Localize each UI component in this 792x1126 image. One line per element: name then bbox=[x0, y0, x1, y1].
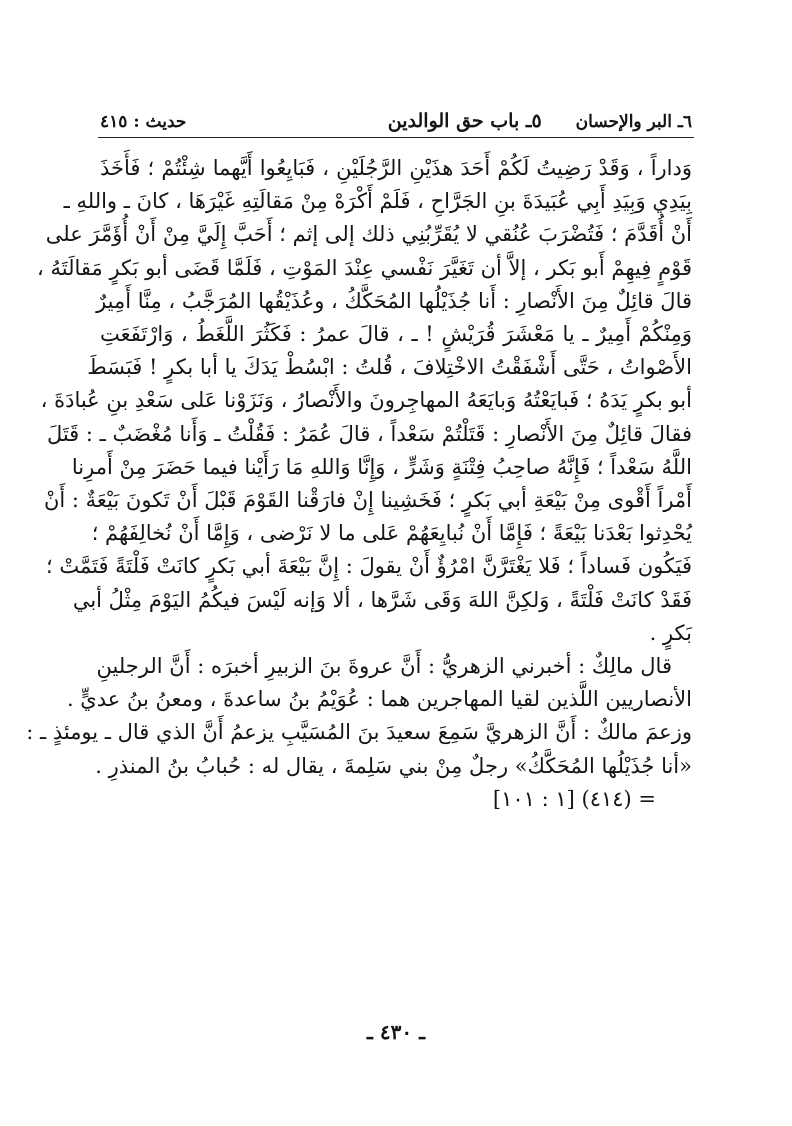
hadith-number: حديث : ٤١٥ bbox=[100, 112, 187, 132]
text-line: يُحْدِثوا بَعْدَنا بَيْعَةً ؛ فَإِمَّا أَنْ نُبايِعَهُمْ عَلى ما لا نَرْضى ، وَإِمَّا أَنْ نُخالِفَهُمْ ؛ bbox=[91, 521, 692, 546]
text-line: فَقَدْ كانَتْ فَلْتَةً ، وَلكِنَّ اللهَ وَقَى شَرَّها ، ألا وَإنه لَيْسَ فيكُمُ اليَوْمَ مِثْلُ أبي bbox=[72, 587, 692, 612]
text-line: الأنصاريين اللَّذين لقيا المهاجرين هما : عُوَيْمُ بنُ ساعدةَ ، ومعنُ بنُ عديٍّ . bbox=[66, 687, 692, 712]
text-line: بَكرٍ . bbox=[649, 620, 692, 645]
text-line: فَيَكُون فَساداً ؛ فَلا يَغْتَرَّنَّ امْرُؤٌ أَنْ يقولَ : إِنَّ بَيْعَةَ أبي بَكرٍ كانَتْ فَلْتَةً فَتَمَّتْ ؛ bbox=[46, 554, 692, 579]
text-line: وزعمَ مالكٌ : أَنَّ الزهريَّ سَمِعَ سعيدَ بنَ المُسَيَّبِ يزعمُ أَنَّ الذي قال ـ يومئذٍ ـ : bbox=[26, 720, 692, 745]
header-rule bbox=[98, 137, 694, 138]
paragraph-narration bbox=[37, 152, 692, 650]
text-line: قال مالِكٌ : أخبرني الزهريُّ : أَنَّ عروةَ بنَ الزبيرِ أخبرَه : أَنَّ الرجلينِ bbox=[96, 654, 672, 679]
text-line: أَنْ أُقَدَّمَ ؛ فَتُضْرَبَ عُنُقي لا يُقَرِّبُنِي ذلك إلى إثم ؛ أَحَبَّ إِلَيَّ مِنْ أَنْ أُؤَمَّرَ على bbox=[45, 222, 692, 247]
chapter-title: ٦ـ البر والإحسان bbox=[575, 112, 692, 132]
text-line: أبو بكرٍ يَدَهُ ؛ فَبايَعْتُهُ وَبايَعَهُ المهاجِرونَ والأَنْصارُ ، وَنَزَوْنا عَلى سَعْدِ بنِ عُبادَةَ ، bbox=[40, 388, 692, 413]
running-header bbox=[100, 98, 692, 132]
text-line: «أنا جُذَيْلُها المُحَكَّكُ» رجلٌ مِنْ بني سَلِمةَ ، يقال له : حُبابُ بنُ المنذرِ . bbox=[95, 753, 692, 778]
text-line: اللَّهُ سَعْداً ؛ فَإِنَّهُ صاحِبُ فِتْنَةٍ وَشَرٍّ ، وَإِنَّا وَاللهِ مَا رَأَيْنا فيما حَضَرَ مِنْ أَمرِنا bbox=[71, 454, 692, 479]
text-line: وَمِنْكُمْ أَمِيرٌ ـ يا مَعْشَرَ قُرَيْشٍ ! ـ ، قالَ عمرُ : فَكَثُرَ اللَّغَطُ ، وَارْتَفَعَتِ bbox=[100, 322, 692, 347]
text-line: قَوْمٍ فِيهِمْ أَبو بَكر ، إلاَّ أن تَغَيَّرَ نَفْسي عِنْدَ المَوْتِ ، فَلَمَّا قَضَى أبو بَكرٍ مَقالَتَهُ ، bbox=[37, 255, 692, 280]
text-line: فقالَ قائِلٌ مِنَ الأَنْصارِ : قَتَلْتُمْ سَعْداً ، قالَ عُمَرُ : فَقُلْتُ ـ وَأَنا مُغْضَبٌ ـ : قَتَلَ bbox=[46, 421, 692, 446]
hadith-reference: = (٤١٤) [١ : ١٠١] bbox=[492, 786, 656, 811]
text-line: أَمْراً أَقْوى مِنْ بَيْعَةِ أبي بَكرٍ ؛ فَخَشِينا إِنْ فارَقْنا القَوْمَ قَبْلَ أَنْ تَكونَ بَيْعَةٌ : أَنْ bbox=[43, 488, 692, 513]
text-line: وَداراً ، وَقَدْ رَضِيتُ لَكُمْ أَحَدَ هذَيْنِ الرَّجُلَيْنِ ، فَبَايِعُوا أَيَّهما شِئْتُمْ ؛ فَأَخَذَ bbox=[100, 156, 692, 180]
text-line: الأَصْواتُ ، حَتَّى أَشْفَقْتُ الاخْتِلافَ ، قُلتُ : ابْسُطْ يَدَكَ يا أبا بكرٍ ! فَبَسَطَ bbox=[87, 355, 692, 380]
text-line: بِيَدِي وَبِيَدِ أَبِي عُبَيدَةَ بنِ الجَرَّاحِ ، فَلَمْ أَكْرَهْ مِنْ مَقالَتِهِ غَيْرَهَا ، كانَ ـ واللهِ ـ bbox=[63, 189, 692, 214]
page-number: ـ ٤٣٠ ـ bbox=[367, 1020, 425, 1044]
main-text bbox=[26, 152, 692, 816]
section-title: ٥ـ باب حق الوالدين bbox=[387, 110, 542, 132]
text-line: قالَ قائِلٌ مِنَ الأَنْصارِ : أَنا جُذَيْلُها المُحَكَّكُ ، وعُذَيْقُها المُرَجَّبُ ، مِنَّا أَمِيرٌ bbox=[96, 288, 692, 313]
header-titles bbox=[388, 110, 692, 132]
paragraph-malik-note bbox=[26, 650, 692, 783]
